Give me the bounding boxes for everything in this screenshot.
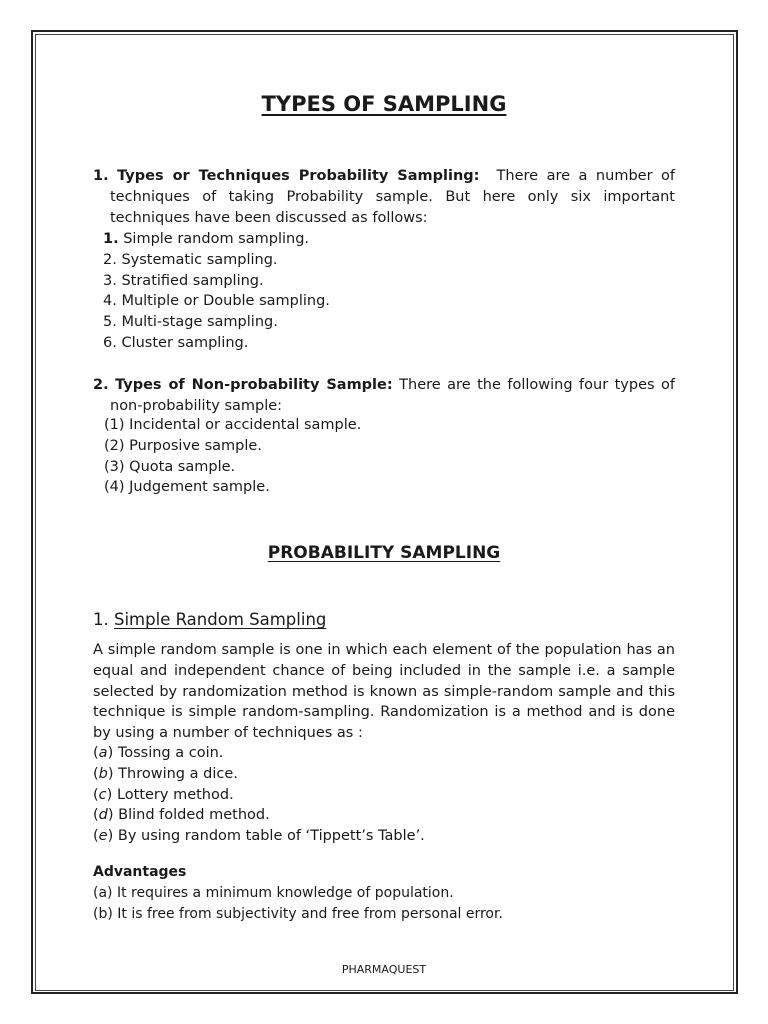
section-2-number: 2. <box>93 377 109 393</box>
srs-heading: 1. Simple Random Sampling <box>93 610 327 629</box>
list-item: (d) Blind folded method. <box>93 807 270 824</box>
list-item: (2) Purposive sample. <box>104 437 262 454</box>
list-item: (b) It is free from subjectivity and free from personal error. <box>93 905 503 922</box>
list-item: 1. Simple random sampling. <box>103 231 310 247</box>
list-item: (1) Incidental or accidental sample. <box>104 417 362 433</box>
list-item: 2. Systematic sampling. <box>103 251 278 268</box>
list-item: (a) It requires a minimum knowledge of population. <box>93 885 454 901</box>
section-2-heading: Types of Non-probability Sample: <box>115 377 393 393</box>
section-1-text: There are a number of techniques of taking Probability sample. But here only six important techniques have been discussed as follows: <box>110 168 676 226</box>
list-item: 3. Stratified sampling. <box>103 272 264 289</box>
advantages-heading: Advantages <box>93 864 187 880</box>
randomization-techniques-list <box>93 743 425 847</box>
list-item: 4. Multiple or Double sampling. <box>103 293 330 310</box>
section-non-probability <box>93 375 675 417</box>
section-subtitle: PROBABILITY SAMPLING <box>267 543 501 563</box>
non-probability-list <box>104 415 361 498</box>
probability-techniques-list <box>103 229 330 354</box>
list-item: (3) Quota sample. <box>104 458 236 475</box>
list-item: (b) Throwing a dice. <box>93 765 238 782</box>
section-1-heading: Types or Techniques Probability Sampling: <box>117 168 480 184</box>
page-footer: PHARMAQUEST <box>341 963 427 976</box>
section-2-intro <box>93 375 675 417</box>
list-item: (e) By using random table of ‘Tippett’s Table’. <box>93 828 425 845</box>
list-item: (a) Tossing a coin. <box>93 745 224 761</box>
page-title: TYPES OF SAMPLING <box>261 92 507 116</box>
section-1-intro <box>93 166 675 228</box>
section-1-number: 1. <box>93 168 109 184</box>
list-item: 5. Multi-stage sampling. <box>103 314 278 331</box>
advantages-list <box>93 883 503 925</box>
list-item: 6. Cluster sampling. <box>103 334 249 351</box>
list-item: (c) Lottery method. <box>93 786 234 803</box>
list-item: (4) Judgement sample. <box>104 479 270 496</box>
section-2-text: There are the following four types of non-probability sample: <box>110 377 676 414</box>
srs-paragraph: A simple random sample is one in which each element of the population has an equal and independent chance of being included in the sample i.e. a sample selected by randomization method is known as simple-random sample and this technique is simple random-sampling. Randomization is a method and is done by using a number of techniques as : <box>93 642 675 742</box>
section-probability-techniques <box>93 166 675 228</box>
